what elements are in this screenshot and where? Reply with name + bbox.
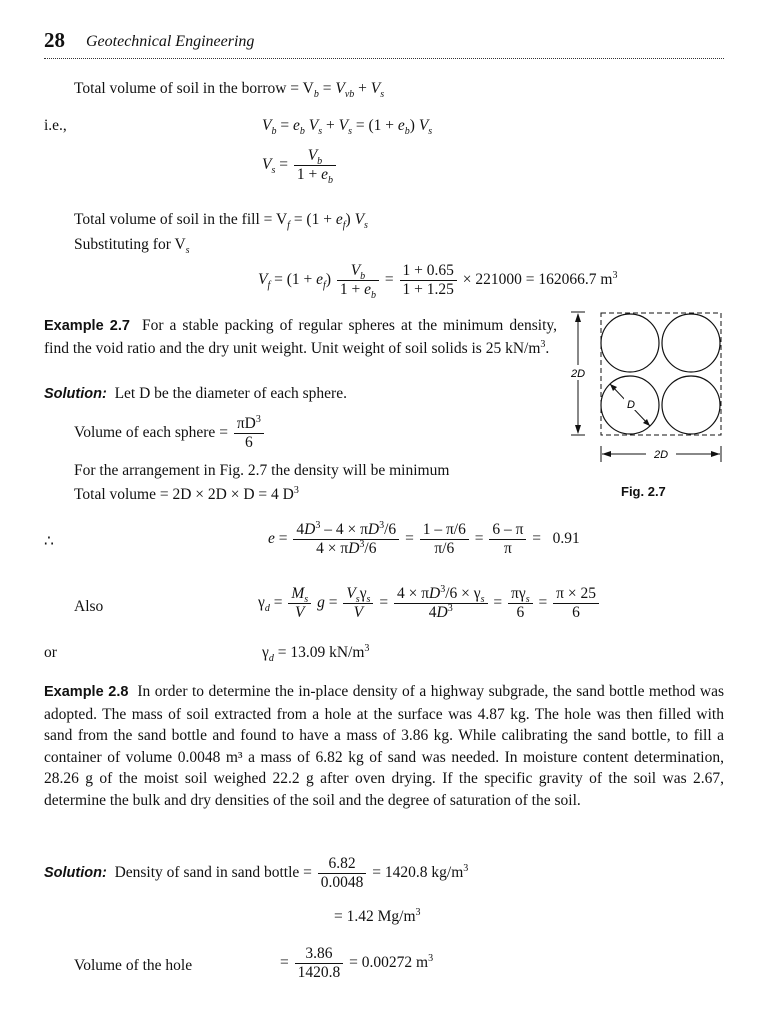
sphere-bottom-right — [662, 376, 720, 434]
label-d: D — [627, 399, 635, 411]
also-label: Also — [74, 598, 104, 615]
figure-caption: Fig. 2.7 — [621, 484, 666, 499]
book-title: Geotechnical Engineering — [86, 33, 255, 50]
sphere-volume: Volume of each sphere = $\frac{\pi D^3}{6}$ — [74, 415, 266, 452]
total-volume-line: Total volume = 2D × 2D × D = 4 $D^3$ — [74, 484, 299, 503]
hole-volume-label: Volume of the hole — [74, 957, 193, 974]
example-2-8-solution: Solution: Density of sand in sand bottle = $\frac{6.82}{0.0048}$ = 1420.8 $kg/m^3$ — [44, 855, 469, 891]
void-ratio-value: 0.91 — [552, 530, 580, 548]
example-2-8-statement: Example 2.8 In order to determine the in-place density of a highway subgrade, the sand bottle method was adopted. The mass of soil extracted from a hole at the surface was 4.87 kg. The hole was then filled with sand from the sand bottle and found to have a mass of 3.86 kg. While calibrating the sand bottle, to fill a container of volume 0.0048 m³ a mass of 6.82 kg of sand was needed. In moisture content determination, 28.26 g of the moist soil weighed 22.2 g after oven drying. If the specific gravity of the soil was 2.67, determine the bulk and dry densities of the soil and the degree of saturation of the soil. — [44, 683, 725, 809]
hole-volume-equation: = $\frac{3.86}{1420.8}$ = 0.00272 $m^3$ — [280, 945, 434, 981]
sphere-top-left — [601, 314, 659, 372]
example-2-7-solution: Solution: Let D be the diameter of each sphere. — [44, 385, 347, 402]
void-ratio-equation: e = $\frac{4D^3 - 4 \times \pi D^3/6}{4 \times \pi D^3/6}$ = $\frac{1 - \pi/6}{\pi/6}$ = $\frac{6 - \pi}{\pi}$ = 0.91 — [268, 519, 580, 557]
arrangement-line: For the arrangement in Fig. 2.7 the density will be minimum — [74, 462, 450, 479]
dry-unit-weight-equation: $\gamma_d$ = $\frac{M_s}{V}$ g = $V_s\gamma_s$ V = $\frac{4 \times \pi D^3/6 \times \gamma_s}{4D^3}$ = $\pi\gamma_s$ 6 = $\frac{\pi \times 25}{6}$ — [258, 585, 601, 622]
label-2d-horizontal: 2D — [653, 449, 669, 461]
vs-equation: $V_s$ = $\frac{V_b}{1 + e_b}$ — [262, 147, 338, 184]
vb-equation: $V_b = e_b$ $V_s + V_s = (1 + e_b)$ $V_s$ — [262, 117, 433, 138]
therefore-symbol: ∴ — [44, 533, 54, 550]
packing-box — [601, 313, 721, 435]
ie-label: i.e., — [44, 117, 67, 134]
vf-equation: $V_f = (1 + e_f)$ $\frac{V_b}{1 + e_b}$ = $\frac{1 + 0.65}{1 + 1.25}$ × 221000 = 162066.7 $m^3$ — [258, 262, 618, 302]
page-number: 28 — [44, 28, 65, 52]
fill-volume-line: Total volume of soil in the fill = $V_f = (1 + e_f)$ $V_s$ — [74, 211, 368, 232]
figure-2-7 — [566, 308, 728, 468]
sphere-top-right — [662, 314, 720, 372]
example-2-7-statement: Example 2.7 For a stable packing of regular spheres at the minimum density, find the void ratio and the dry unit weight. Unit weight of soil solids is 25 $kN/m^3$. — [44, 317, 558, 357]
label-2d-vertical: 2D — [570, 368, 586, 380]
running-header — [44, 28, 724, 59]
substituting-line: Substituting for $V_s$ — [74, 236, 190, 257]
density-mg-line: = 1.42 $Mg/m^3$ — [334, 906, 421, 925]
or-label: or — [44, 644, 57, 661]
dry-unit-weight-result: $\gamma_d = 13.09$ $kN/m^3$ — [262, 642, 370, 665]
borrow-volume-line: Total volume of soil in the borrow = $V_b = V_{vb} + V_s$ — [74, 80, 385, 101]
